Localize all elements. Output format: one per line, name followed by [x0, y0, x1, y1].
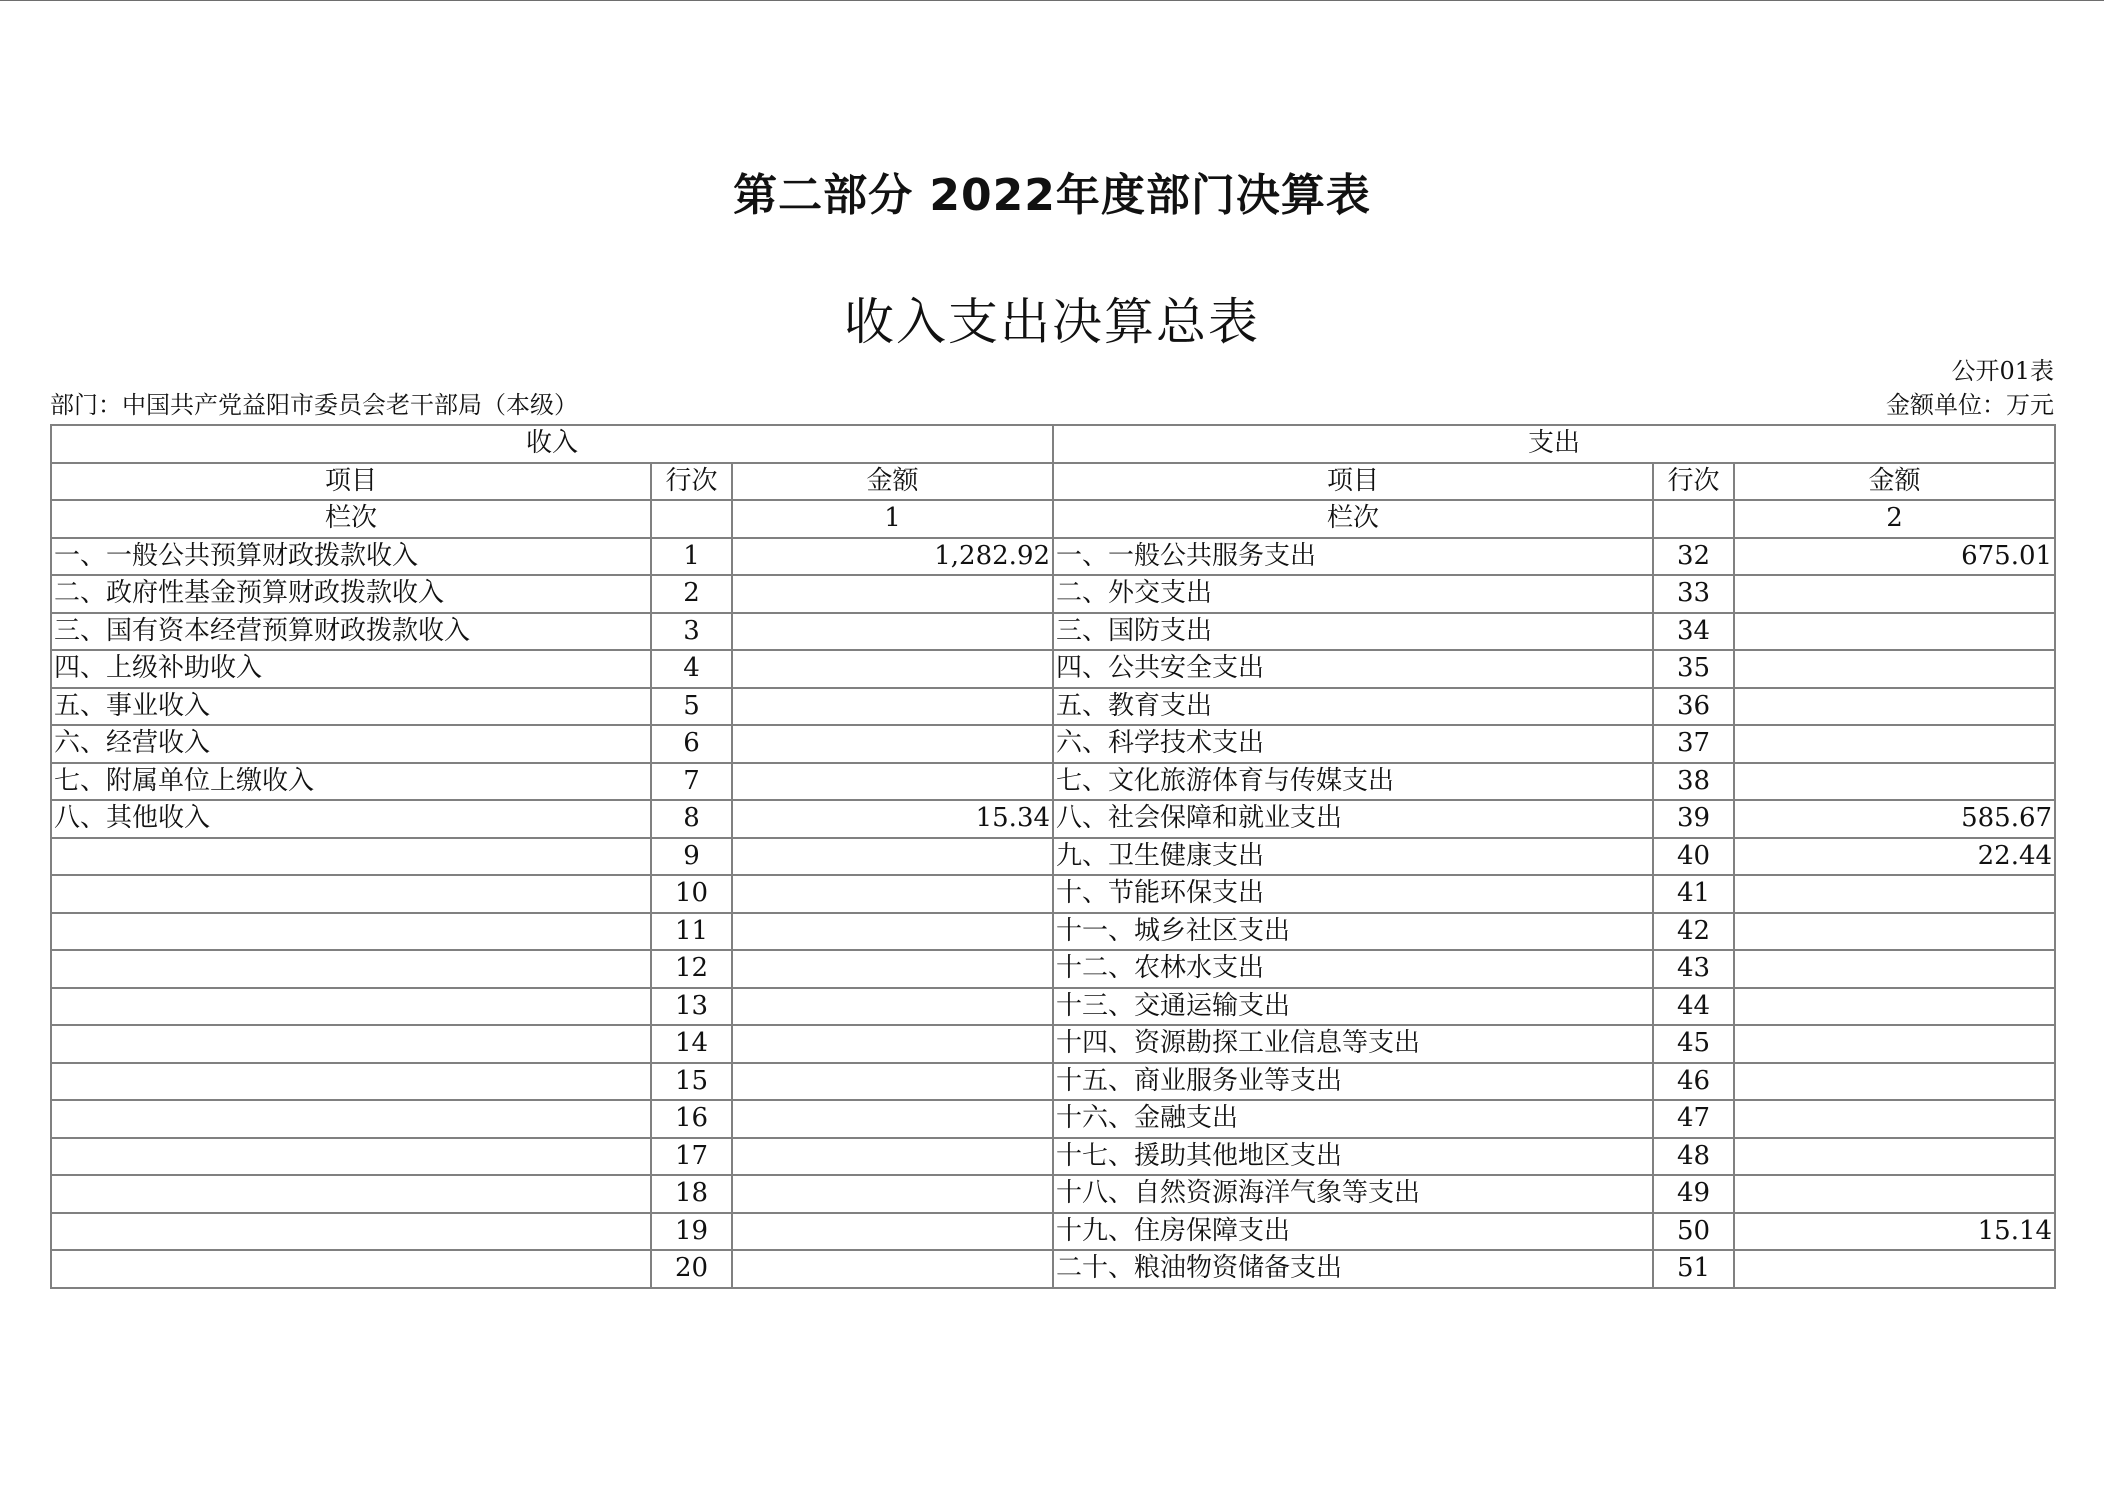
- expense-amount-cell: 22.44: [1734, 838, 2055, 876]
- income-row-no-cell: 6: [651, 725, 732, 763]
- income-amount-cell: [732, 838, 1053, 876]
- income-item-cell: [51, 838, 651, 876]
- expense-item-cell: 十六、金融支出: [1053, 1100, 1653, 1138]
- expense-row-no-cell: 36: [1653, 688, 1734, 726]
- expense-item-cell: 十四、资源勘探工业信息等支出: [1053, 1025, 1653, 1063]
- table-row: [51, 1063, 2055, 1101]
- income-row-no-cell: 5: [651, 688, 732, 726]
- income-row-no-cell: 16: [651, 1100, 732, 1138]
- expense-row-no-cell: 44: [1653, 988, 1734, 1026]
- income-amount-cell: [732, 725, 1053, 763]
- income-amount-cell: [732, 1063, 1053, 1101]
- income-item-cell: 一、一般公共预算财政拨款收入: [51, 538, 651, 576]
- expense-row-no-cell: 40: [1653, 838, 1734, 876]
- expense-row-no-cell: 50: [1653, 1213, 1734, 1251]
- expense-item-cell: 九、卫生健康支出: [1053, 838, 1653, 876]
- department-label: 部门：中国共产党益阳市委员会老干部局（本级）: [50, 391, 578, 419]
- income-item-cell: 五、事业收入: [51, 688, 651, 726]
- table-row: [51, 988, 2055, 1026]
- income-amount-cell: [732, 688, 1053, 726]
- expense-column-no: 2: [1734, 500, 2055, 538]
- table-row: [51, 1250, 2055, 1288]
- income-row-no-cell: 11: [651, 913, 732, 951]
- income-item-cell: 三、国有资本经营预算财政拨款收入: [51, 613, 651, 651]
- expense-amount-cell: [1734, 575, 2055, 613]
- expense-amount-cell: [1734, 988, 2055, 1026]
- income-item-cell: 七、附属单位上缴收入: [51, 763, 651, 801]
- income-row-no-cell: 2: [651, 575, 732, 613]
- table-row: [51, 613, 2055, 651]
- income-item-cell: 四、上级补助收入: [51, 650, 651, 688]
- income-item-cell: [51, 913, 651, 951]
- expense-row-no-cell: 34: [1653, 613, 1734, 651]
- table-row: [51, 1213, 2055, 1251]
- income-item-cell: [51, 1213, 651, 1251]
- table-body: [51, 538, 2055, 1288]
- expense-item-cell: 十一、城乡社区支出: [1053, 913, 1653, 951]
- expense-amount-cell: 585.67: [1734, 800, 2055, 838]
- income-row-no-cell: 17: [651, 1138, 732, 1176]
- income-row-no-cell: 20: [651, 1250, 732, 1288]
- expense-row-no-cell: 33: [1653, 575, 1734, 613]
- expense-item-cell: 十三、交通运输支出: [1053, 988, 1653, 1026]
- income-item-cell: [51, 875, 651, 913]
- expense-row-no-cell: 47: [1653, 1100, 1734, 1138]
- expense-amount-cell: [1734, 913, 2055, 951]
- income-row-no-cell: 3: [651, 613, 732, 651]
- form-number: 公开01表: [1951, 357, 2054, 385]
- table-title: 收入支出决算总表: [844, 293, 1260, 351]
- expense-row-no-cell: 46: [1653, 1063, 1734, 1101]
- income-amount-cell: [732, 1025, 1053, 1063]
- table-row: [51, 538, 2055, 576]
- table-row: [51, 800, 2055, 838]
- income-column-no-blank: [651, 500, 732, 538]
- section-header-row: [51, 425, 2055, 463]
- expense-row-no-cell: 35: [1653, 650, 1734, 688]
- expense-section-header: 支出: [1053, 425, 2055, 463]
- expense-amount-cell: [1734, 763, 2055, 801]
- income-row-no-cell: 7: [651, 763, 732, 801]
- table-row: [51, 1025, 2055, 1063]
- expense-item-cell: 二十、粮油物资储备支出: [1053, 1250, 1653, 1288]
- expense-amount-cell: [1734, 1175, 2055, 1213]
- income-item-cell: [51, 988, 651, 1026]
- income-row-no-cell: 9: [651, 838, 732, 876]
- income-row-no-cell: 4: [651, 650, 732, 688]
- income-row-no-cell: 10: [651, 875, 732, 913]
- income-item-cell: [51, 950, 651, 988]
- expense-amount-cell: [1734, 650, 2055, 688]
- income-amount-cell: [732, 913, 1053, 951]
- income-item-cell: 八、其他收入: [51, 800, 651, 838]
- expense-row-no-cell: 38: [1653, 763, 1734, 801]
- expense-column-no-blank: [1653, 500, 1734, 538]
- expense-amount-cell: [1734, 613, 2055, 651]
- expense-item-cell: 十八、自然资源海洋气象等支出: [1053, 1175, 1653, 1213]
- table-row: [51, 913, 2055, 951]
- expense-item-cell: 四、公共安全支出: [1053, 650, 1653, 688]
- expense-column-no-label: 栏次: [1053, 500, 1653, 538]
- income-item-cell: [51, 1025, 651, 1063]
- amount-unit-label: 金额单位：万元: [1886, 391, 2054, 419]
- expense-item-cell: 八、社会保障和就业支出: [1053, 800, 1653, 838]
- column-header-row: [51, 463, 2055, 501]
- income-amount-cell: [732, 1250, 1053, 1288]
- table-row: [51, 725, 2055, 763]
- expense-item-cell: 三、国防支出: [1053, 613, 1653, 651]
- table-row: [51, 1100, 2055, 1138]
- income-amount-cell: [732, 1138, 1053, 1176]
- expense-amount-cell: [1734, 950, 2055, 988]
- table-row: [51, 838, 2055, 876]
- income-amount-cell: [732, 950, 1053, 988]
- income-row-no-cell: 19: [651, 1213, 732, 1251]
- income-row-no-cell: 14: [651, 1025, 732, 1063]
- expense-item-cell: 十、节能环保支出: [1053, 875, 1653, 913]
- income-amount-cell: [732, 650, 1053, 688]
- expense-amount-cell: [1734, 875, 2055, 913]
- expense-item-cell: 十七、援助其他地区支出: [1053, 1138, 1653, 1176]
- expense-item-header: 项目: [1053, 463, 1653, 501]
- income-row-no-cell: 8: [651, 800, 732, 838]
- income-amount-cell: [732, 875, 1053, 913]
- income-amount-cell: [732, 575, 1053, 613]
- table-row: [51, 575, 2055, 613]
- expense-amount-cell: [1734, 725, 2055, 763]
- expense-amount-cell: [1734, 1063, 2055, 1101]
- expense-item-cell: 五、教育支出: [1053, 688, 1653, 726]
- income-item-cell: [51, 1175, 651, 1213]
- income-item-cell: 二、政府性基金预算财政拨款收入: [51, 575, 651, 613]
- expense-amount-cell: 675.01: [1734, 538, 2055, 576]
- expense-row-no-cell: 32: [1653, 538, 1734, 576]
- income-section-header: 收入: [51, 425, 1053, 463]
- income-column-no-label: 栏次: [51, 500, 651, 538]
- expense-amount-header: 金额: [1734, 463, 2055, 501]
- expense-row-no-cell: 39: [1653, 800, 1734, 838]
- expense-row-no-cell: 45: [1653, 1025, 1734, 1063]
- income-row-no-cell: 12: [651, 950, 732, 988]
- income-amount-cell: [732, 988, 1053, 1026]
- income-amount-cell: 15.34: [732, 800, 1053, 838]
- column-number-row: [51, 500, 2055, 538]
- income-row-no-header: 行次: [651, 463, 732, 501]
- expense-amount-cell: [1734, 688, 2055, 726]
- expense-amount-cell: 15.14: [1734, 1213, 2055, 1251]
- expense-row-no-cell: 43: [1653, 950, 1734, 988]
- table-row: [51, 950, 2055, 988]
- expense-amount-cell: [1734, 1100, 2055, 1138]
- expense-item-cell: 七、文化旅游体育与传媒支出: [1053, 763, 1653, 801]
- income-amount-cell: [732, 1213, 1053, 1251]
- table-row: [51, 1175, 2055, 1213]
- expense-row-no-cell: 51: [1653, 1250, 1734, 1288]
- expense-item-cell: 十五、商业服务业等支出: [1053, 1063, 1653, 1101]
- income-item-cell: [51, 1250, 651, 1288]
- table-row: [51, 688, 2055, 726]
- table-row: [51, 1138, 2055, 1176]
- expense-item-cell: 六、科学技术支出: [1053, 725, 1653, 763]
- income-row-no-cell: 13: [651, 988, 732, 1026]
- expense-row-no-cell: 49: [1653, 1175, 1734, 1213]
- table-row: [51, 875, 2055, 913]
- income-item-cell: 六、经营收入: [51, 725, 651, 763]
- income-expense-table: [50, 424, 2056, 1289]
- expense-row-no-header: 行次: [1653, 463, 1734, 501]
- expense-item-cell: 二、外交支出: [1053, 575, 1653, 613]
- part-title: 第二部分 2022年度部门决算表: [733, 170, 1371, 221]
- income-item-cell: [51, 1063, 651, 1101]
- income-row-no-cell: 15: [651, 1063, 732, 1101]
- page-top-border: [0, 0, 2104, 1]
- income-item-header: 项目: [51, 463, 651, 501]
- expense-row-no-cell: 42: [1653, 913, 1734, 951]
- income-item-cell: [51, 1138, 651, 1176]
- income-amount-cell: [732, 763, 1053, 801]
- expense-row-no-cell: 41: [1653, 875, 1734, 913]
- income-amount-cell: 1,282.92: [732, 538, 1053, 576]
- income-amount-cell: [732, 613, 1053, 651]
- income-column-no: 1: [732, 500, 1053, 538]
- table-row: [51, 650, 2055, 688]
- expense-item-cell: 十九、住房保障支出: [1053, 1213, 1653, 1251]
- income-item-cell: [51, 1100, 651, 1138]
- expense-item-cell: 一、一般公共服务支出: [1053, 538, 1653, 576]
- table-row: [51, 763, 2055, 801]
- expense-row-no-cell: 48: [1653, 1138, 1734, 1176]
- income-row-no-cell: 1: [651, 538, 732, 576]
- income-row-no-cell: 18: [651, 1175, 732, 1213]
- income-amount-cell: [732, 1175, 1053, 1213]
- income-amount-cell: [732, 1100, 1053, 1138]
- income-amount-header: 金额: [732, 463, 1053, 501]
- expense-item-cell: 十二、农林水支出: [1053, 950, 1653, 988]
- expense-amount-cell: [1734, 1025, 2055, 1063]
- expense-amount-cell: [1734, 1250, 2055, 1288]
- expense-amount-cell: [1734, 1138, 2055, 1176]
- expense-row-no-cell: 37: [1653, 725, 1734, 763]
